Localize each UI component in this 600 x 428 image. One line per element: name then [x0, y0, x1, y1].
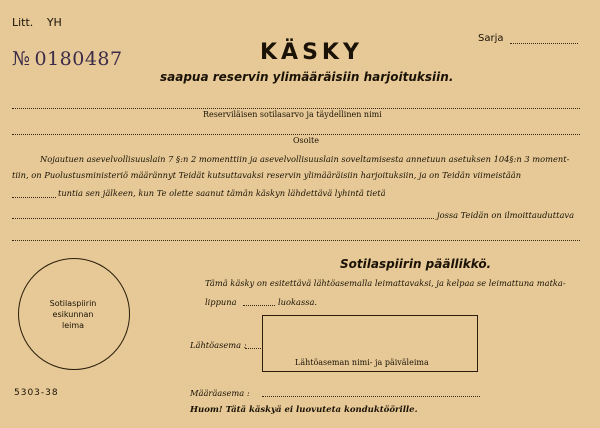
reservist-name-field[interactable]: [12, 108, 580, 109]
stamp-text-2: esikunnan: [52, 310, 94, 319]
form-code: 5303-38: [14, 388, 59, 398]
ticket-line-1: Tämä käsky on esitettävä lähtöasemalla leimattavaksi, ja kelpaa se leimattuna matka-: [205, 278, 566, 288]
page-title: KÄSKY: [260, 40, 363, 65]
reservist-caption: Reserviläisen sotilasarvo ja täydellinen nimi: [203, 110, 382, 119]
litt-label-text: Litt.: [12, 16, 34, 29]
body-line-2: tiin, on Puolustusministeriö määrännyt Teidät kutsuttavaksi reservin ylimääräisiin harjoituksiin, ja on Teidän viimeistään: [12, 170, 522, 180]
chief-title: Sotilaspiirin päällikkö.: [340, 257, 492, 271]
sarja-field[interactable]: [510, 43, 578, 44]
stamp-label: [18, 298, 128, 331]
departure-lead: [245, 348, 261, 349]
stamp-text-3: leima: [61, 321, 85, 330]
note-text: Huom! Tätä käskyä ei luovuteta konduktöörille.: [190, 405, 418, 415]
destination-station-field[interactable]: [262, 396, 480, 397]
departure-box-caption: Lähtöaseman nimi- ja päiväleima: [295, 358, 429, 367]
page-subtitle: saapua reservin ylimääräisiin harjoituksiin.: [160, 70, 454, 84]
ticket-line-2b: luokassa.: [278, 297, 318, 307]
extra-line-field[interactable]: [12, 240, 580, 241]
body-line-4: jossa Teidän on ilmoittauduttava: [437, 210, 575, 220]
destination-label: Määräasema :: [190, 388, 250, 398]
stamp-text-1: Sotilaspiirin: [49, 299, 97, 308]
number-value: 0180487: [34, 48, 123, 70]
ticket-line-2a: lippuna: [205, 297, 237, 307]
litt-value: YH: [46, 16, 62, 29]
litt-label: [12, 16, 62, 29]
body-line-1: Nojautuen asevelvollisuuslain 7 §:n 2 momenttiin ja asevelvollisuuslain soveltamisesta annetuun asetuksen 104§:n 3 moment-: [40, 154, 570, 164]
destination-place-field[interactable]: [12, 218, 434, 219]
body-line-3: tuntia sen jälkeen, kun Te olette saanut tämän käskyn lähdettävä lyhintä tietä: [58, 188, 386, 198]
serial-number: [12, 48, 123, 70]
departure-label: Lähtöasema :: [190, 340, 247, 350]
address-caption: Osoite: [293, 136, 319, 145]
hours-field[interactable]: [12, 197, 56, 198]
address-field[interactable]: [12, 134, 580, 135]
sarja-label: Sarja: [478, 33, 504, 44]
number-sign: №: [12, 48, 31, 70]
class-field[interactable]: [243, 305, 275, 306]
